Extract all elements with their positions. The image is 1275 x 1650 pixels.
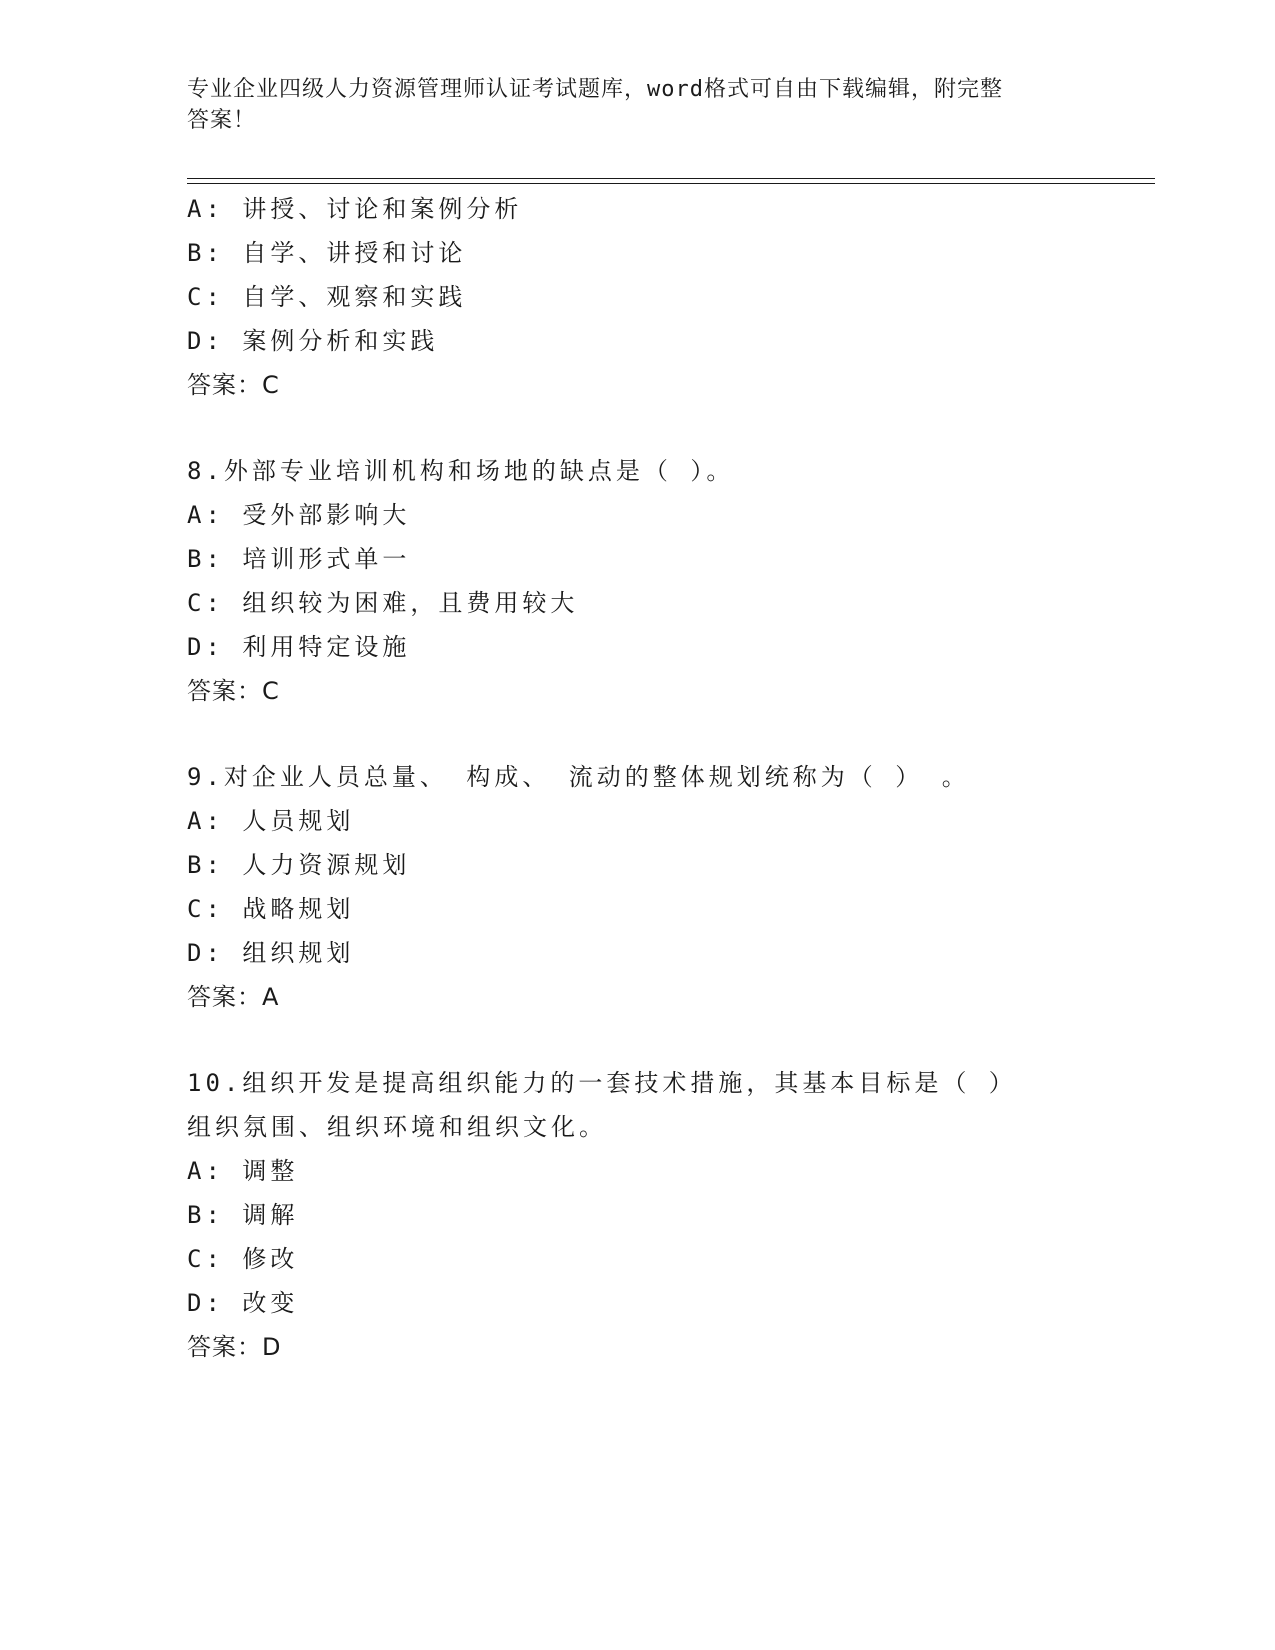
q8-answer: 答案：C bbox=[187, 677, 280, 705]
q7-option-d: D: 案例分析和实践 bbox=[187, 327, 439, 355]
q9-option-d: D: 组织规划 bbox=[187, 939, 355, 967]
header-rule-bottom bbox=[187, 183, 1155, 184]
q10-option-c: C: 修改 bbox=[187, 1245, 299, 1273]
q10-question-line-2: 组织氛围、组织环境和组织文化。 bbox=[187, 1113, 607, 1141]
q10-option-b: B: 调解 bbox=[187, 1201, 299, 1229]
q9-question: 9.对企业人员总量、 构成、 流动的整体规划统称为（ ） 。 bbox=[187, 763, 970, 791]
q9-answer: 答案：A bbox=[187, 983, 280, 1011]
document-header bbox=[187, 74, 1087, 136]
header-rule-top bbox=[187, 178, 1155, 179]
header-line-2: 答案！ bbox=[187, 108, 257, 133]
q8-option-a: A: 受外部影响大 bbox=[187, 501, 411, 529]
header-line-1: 专业企业四级人力资源管理师认证考试题库，word格式可自由下载编辑，附完整 bbox=[187, 77, 1003, 102]
q9-option-b: B: 人力资源规划 bbox=[187, 851, 411, 879]
q7-option-c: C: 自学、观察和实践 bbox=[187, 283, 467, 311]
q8-question: 8.外部专业培训机构和场地的缺点是（ ）。 bbox=[187, 457, 735, 485]
q8-option-d: D: 利用特定设施 bbox=[187, 633, 411, 661]
q10-option-d: D: 改变 bbox=[187, 1289, 299, 1317]
q10-option-a: A: 调整 bbox=[187, 1157, 299, 1185]
q9-option-a: A: 人员规划 bbox=[187, 807, 355, 835]
q7-answer: 答案：C bbox=[187, 371, 280, 399]
q9-option-c: C: 战略规划 bbox=[187, 895, 355, 923]
q7-option-a: A: 讲授、讨论和案例分析 bbox=[187, 195, 523, 223]
q8-option-c: C: 组织较为困难，且费用较大 bbox=[187, 589, 579, 617]
q10-question-line-1: 10.组织开发是提高组织能力的一套技术措施，其基本目标是（ ） bbox=[187, 1069, 1017, 1097]
q10-answer: 答案：D bbox=[187, 1333, 282, 1361]
q7-option-b: B: 自学、讲授和讨论 bbox=[187, 239, 467, 267]
q8-option-b: B: 培训形式单一 bbox=[187, 545, 411, 573]
